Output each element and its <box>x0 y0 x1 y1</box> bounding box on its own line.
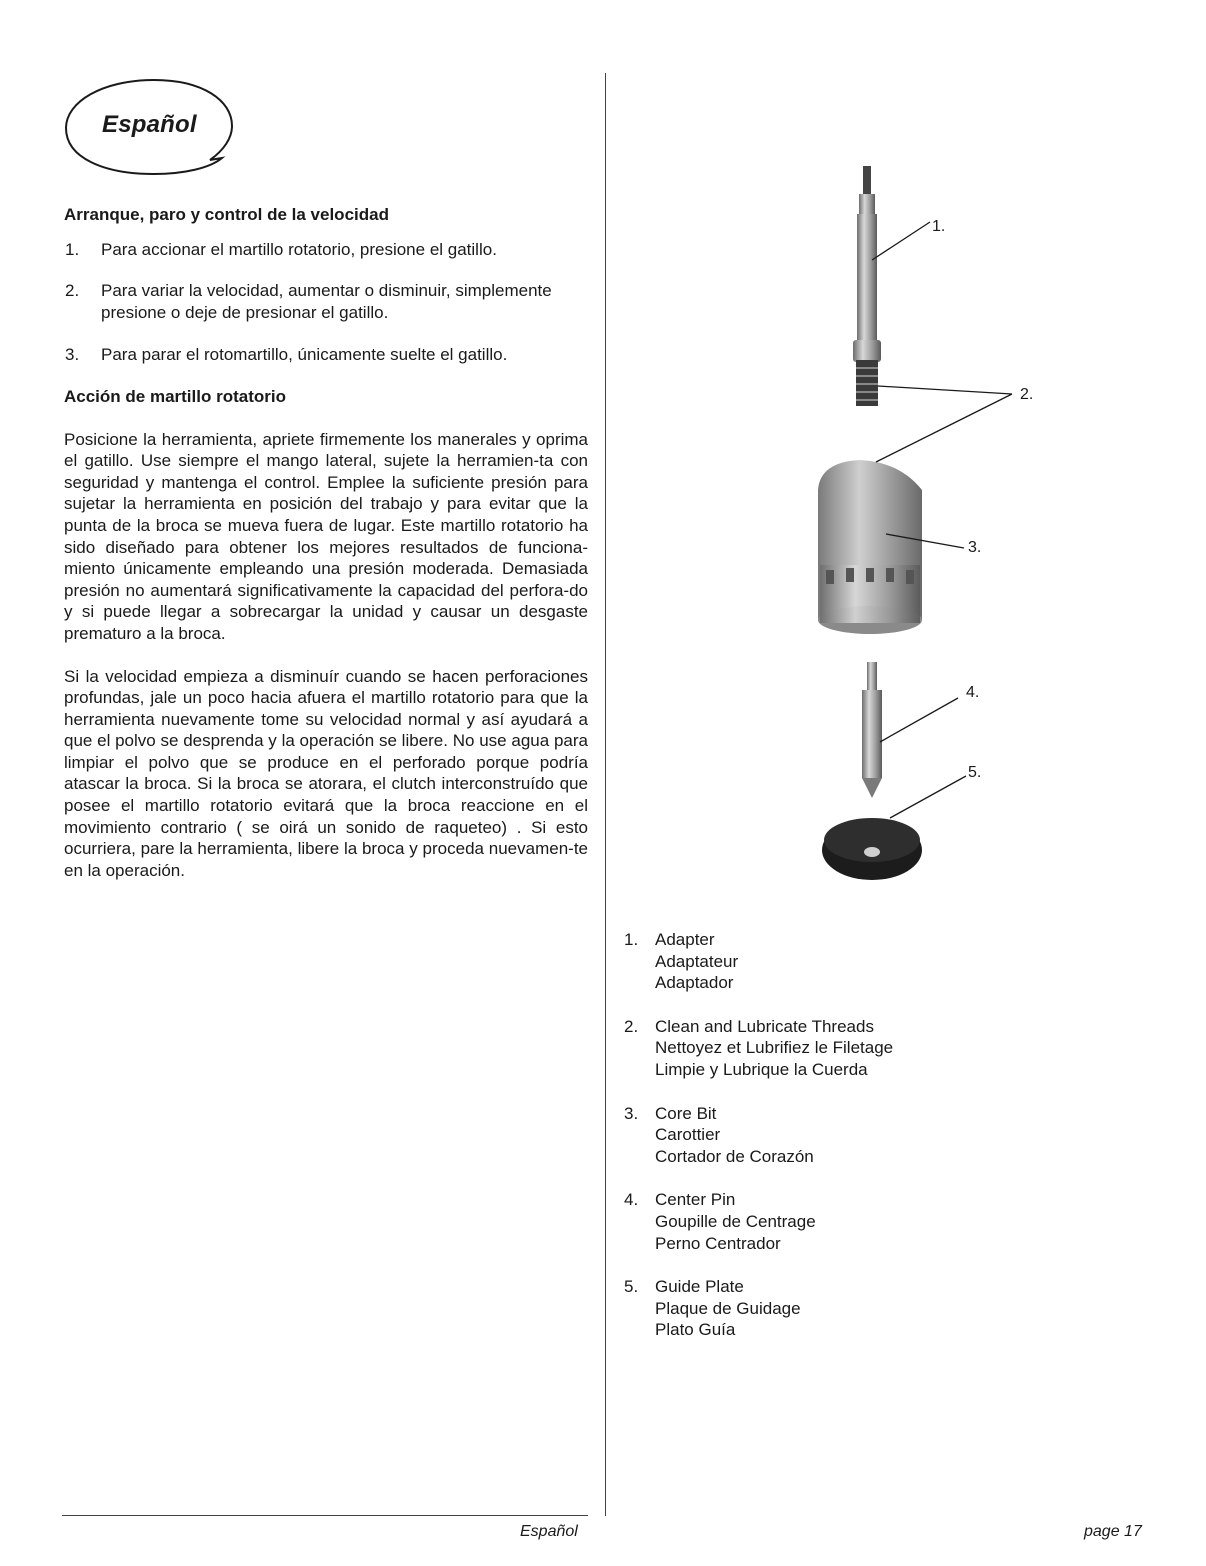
guide-plate-part <box>822 818 922 880</box>
step-item <box>64 239 588 261</box>
diagram-illustration <box>780 150 1080 910</box>
part-name-es: Plato Guía <box>655 1320 736 1340</box>
part-name-es: Adaptador <box>655 973 734 993</box>
part-number: 5. <box>624 1277 639 1297</box>
part-name-es: Limpie y Lubrique la Cuerda <box>655 1059 868 1079</box>
core-bit-diagram <box>780 150 1080 910</box>
part-name-es: Perno Centrador <box>655 1233 781 1253</box>
part-number: 1. <box>624 930 639 949</box>
part-item <box>624 929 1044 994</box>
step-text: Para accionar el martillo rotatorio, presione el gatillo. <box>101 239 497 259</box>
paragraph: Si la velocidad empieza a disminuír cuando se hacen perforaciones profundas, jale un poco hacia afuera el martillo rotatorio para que la herramienta nuevamente tome su velocidad normal y así ayudará a que el polvo se desprenda y la operación se libere. No use agua para limpiar el polvo que se produce en el perforado porque podría atascar la broca. Si la broca se atorara, el clutch interconstruído que posee el martillo rotatorio evitará que la broca reaccione en el movimiento contrario ( se oirá un sonido de raqueteo) . Si esto ocurriera, pare la herramienta, libere la broca y proceda nuevamen-te en la operación. <box>64 666 588 880</box>
step-text: Para parar el rotomartillo, únicamente suelte el gatillo. <box>101 345 508 365</box>
part-name-en: Center Pin <box>655 1190 736 1210</box>
part-name-es: Cortador de Corazón <box>655 1146 814 1166</box>
part-item <box>624 1016 1044 1081</box>
callout-2: 2. <box>1020 386 1034 403</box>
callout-3: 3. <box>968 539 982 556</box>
step-item <box>64 280 588 323</box>
page-number: page 17 <box>1084 1523 1142 1540</box>
leader-line <box>878 386 1012 394</box>
leader-line <box>890 776 966 818</box>
part-name-fr: Nettoyez et Lubrifiez le Filetage <box>655 1038 894 1058</box>
callout-1: 1. <box>932 218 946 235</box>
leader-line <box>876 394 1012 462</box>
part-number: 2. <box>624 1016 639 1036</box>
leader-line <box>880 698 958 742</box>
part-item <box>624 1276 1044 1341</box>
part-name-fr: Adaptateur <box>655 951 739 971</box>
language-badge <box>62 74 240 184</box>
part-item <box>624 1189 1044 1254</box>
step-number: 1. <box>65 239 80 259</box>
center-pin-part <box>862 662 882 798</box>
step-number: 3. <box>65 345 80 365</box>
adapter-part <box>853 166 881 406</box>
step-text: Para variar la velocidad, aumentar o disminuir, simplemente presione o deje de presionar el gatillo. <box>101 281 552 322</box>
speed-steps <box>64 239 588 366</box>
footer-rule <box>62 1515 588 1516</box>
part-name-fr: Goupille de Centrage <box>655 1211 816 1231</box>
part-name-en: Clean and Lubricate Threads <box>655 1016 874 1036</box>
part-item <box>624 1103 1044 1168</box>
step-number: 2. <box>65 281 80 301</box>
part-name-en: Guide Plate <box>655 1277 744 1297</box>
section-heading-speed: Arranque, paro y control de la velocidad <box>64 205 389 224</box>
step-item <box>64 344 588 366</box>
leader-line <box>872 222 930 260</box>
column-divider <box>605 73 606 1516</box>
part-name-en: Adapter <box>655 930 715 949</box>
left-column <box>64 204 588 881</box>
section-heading-hammer: Acción de martillo rotatorio <box>64 386 286 406</box>
badge-label: Español <box>102 111 197 138</box>
part-name-fr: Plaque de Guidage <box>655 1298 801 1318</box>
part-name-fr: Carottier <box>655 1125 721 1145</box>
callout-5: 5. <box>968 764 982 781</box>
footer-language: Español <box>520 1523 578 1540</box>
callout-4: 4. <box>966 684 980 701</box>
parts-legend <box>624 929 1044 1363</box>
core-bit-part <box>818 460 922 634</box>
paragraph: Posicione la herramienta, apriete firmemente los manerales y oprima el gatillo. Use siempre el mango lateral, sujete la herramien-ta con seguridad y mantenga el control. Emplee la suficiente presión para sujetar la herramienta en posición del trabajo y para evitar que la punta de la broca se mueva fuera de lugar. Este martillo rotatorio ha sido diseñado para obtener los mejores resultados de funciona-miento únicamente empleando una presión moderada. Demasiada presión no aumentará significativamente la capacidad del perfora-do y si puede llegar a sobrecargar la unidad y causar un desgaste prematuro a la broca. <box>64 429 588 643</box>
part-number: 3. <box>624 1103 639 1123</box>
part-number: 4. <box>624 1190 639 1210</box>
part-name-en: Core Bit <box>655 1103 717 1123</box>
